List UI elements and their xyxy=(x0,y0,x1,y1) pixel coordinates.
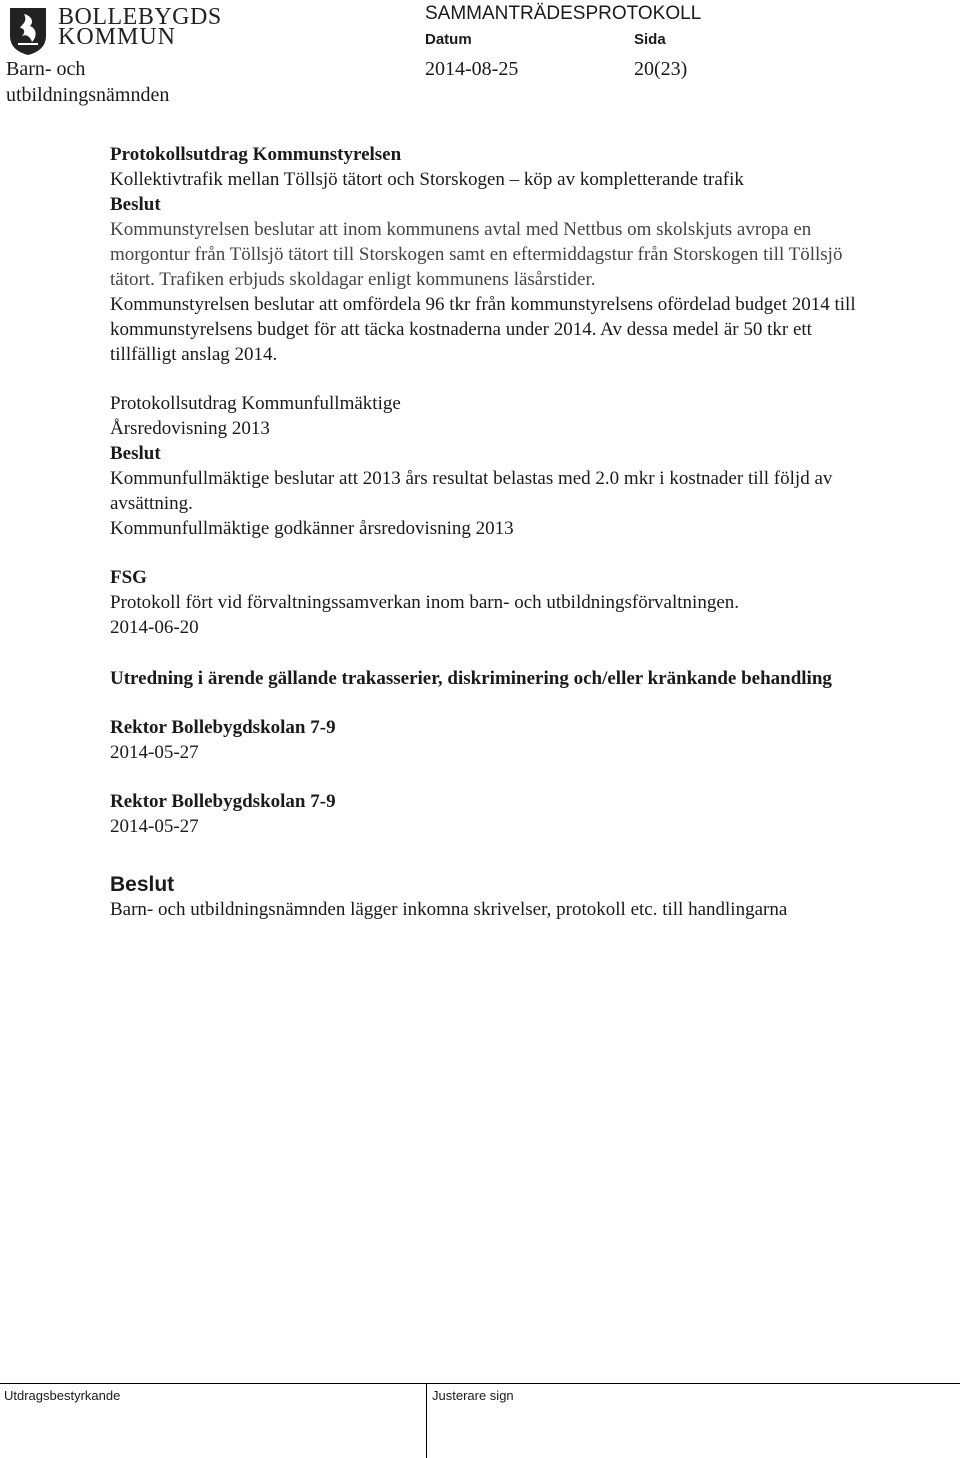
final-beslut-text: Barn- och utbildningsnämnden lägger inkomna skrivelser, protokoll etc. till handlingarna xyxy=(110,899,788,920)
kf-beslut-label: Beslut xyxy=(110,443,161,464)
sida-label: Sida xyxy=(634,31,666,48)
final-beslut-label: Beslut xyxy=(110,873,175,896)
footer-divider-vertical xyxy=(426,1383,427,1458)
document-type: SAMMANTRÄDESPROTOKOLL xyxy=(425,3,702,24)
fsg-date: 2014-06-20 xyxy=(110,617,199,638)
logo-text-line2: KOMMUN xyxy=(58,24,177,50)
ks-heading: Protokollsutdrag Kommunstyrelsen xyxy=(110,144,402,165)
footer-divider-horizontal xyxy=(0,1383,960,1384)
fsg-heading: FSG xyxy=(110,567,147,588)
rektor2-heading: Rektor Bollebygdskolan 7-9 xyxy=(110,791,336,812)
kf-heading: Protokollsutdrag Kommunfullmäktige xyxy=(110,393,401,414)
kf-beslut-paragraph-1: Kommunfullmäktige beslutar att 2013 års resultat belastas med 2.0 mkr i kostnader till följd av avsättning. xyxy=(110,468,833,514)
sida-value: 20(23) xyxy=(634,58,688,80)
department-name-line1: Barn- och xyxy=(6,58,86,80)
utdragsbestyrkande-label: Utdragsbestyrkande xyxy=(4,1388,121,1403)
ks-beslut-paragraph-1: Kommunstyrelsen beslutar att inom kommunens avtal med Nettbus om skolskjuts avropa en morgontur från Töllsjö tätort till Storskogen samt en eftermiddagstur från Storskogen till Töllsjö tätort. Trafiken erbjuds skoldagar enligt kommunens läsårstider. xyxy=(110,219,843,290)
utredning-heading: Utredning i ärende gällande trakasserier, diskriminering och/eller kränkande behandling xyxy=(110,668,832,689)
datum-value: 2014-08-25 xyxy=(425,58,519,80)
justerare-sign-label: Justerare sign xyxy=(432,1388,514,1403)
department-name-line2: utbildningsnämnden xyxy=(6,84,170,106)
rektor2-date: 2014-05-27 xyxy=(110,816,199,837)
bollebygd-crest-icon xyxy=(8,6,48,56)
kf-beslut-paragraph-2: Kommunfullmäktige godkänner årsredovisning 2013 xyxy=(110,518,514,539)
ks-subject: Kollektivtrafik mellan Töllsjö tätort och Storskogen – köp av kompletterande trafik xyxy=(110,169,744,190)
ks-beslut-paragraph-2: Kommunstyrelsen beslutar att omfördela 96 tkr från kommunstyrelsens ofördelad budget 2014 till kommunstyrelsens budget för att täcka kostnaderna under 2014. Av dessa medel är 50 tkr ett tillfälligt anslag 2014. xyxy=(110,294,856,365)
kf-subject: Årsredovisning 2013 xyxy=(110,418,270,439)
datum-label: Datum xyxy=(425,31,472,48)
rektor1-heading: Rektor Bollebygdskolan 7-9 xyxy=(110,717,336,738)
document-body xyxy=(110,142,870,922)
fsg-text: Protokoll fört vid förvaltningssamverkan inom barn- och utbildningsförvaltningen. xyxy=(110,592,740,613)
logo-text-line1: BOLLEBYGDS xyxy=(58,4,222,30)
rektor1-date: 2014-05-27 xyxy=(110,742,199,763)
ks-beslut-label: Beslut xyxy=(110,194,161,215)
